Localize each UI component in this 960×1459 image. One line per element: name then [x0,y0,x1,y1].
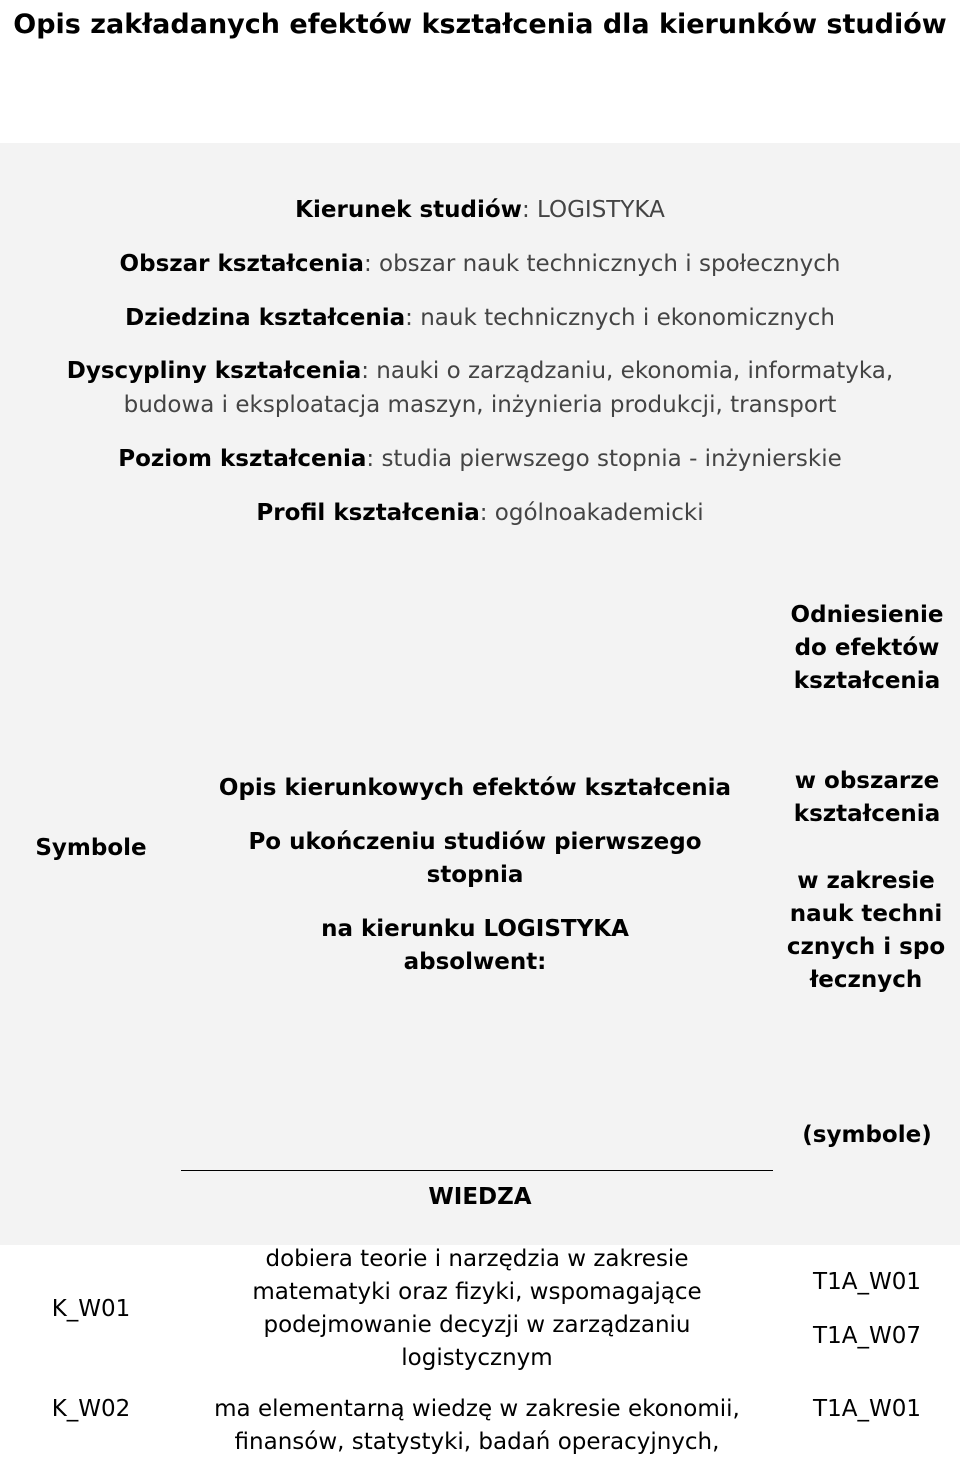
document-title: Opis zakładanych efektów kształcenia dla kierunków studiów [13,9,947,40]
header-desc-title: Opis kierunkowych efektów kształcenia [218,775,732,801]
header-ref-scope: w zakresie nauk technicznych i społecznych [786,868,946,993]
info-dziedzina: Dziedzina kształcenia: nauk technicznych i ekonomicznych [125,305,835,331]
info-dyscypliny-cont: budowa i eksploatacja maszyn, inżynieria produkcji, transport [123,392,837,418]
info-dyscypliny: Dyscypliny kształcenia: nauki o zarządzaniu, ekonomia, informatyka, [66,358,894,384]
header-symbols: Symbole [35,835,147,861]
info-poziom: Poziom kształcenia: studia pierwszego stopnia - inżynierskie [118,446,842,472]
header-ref-title: Odniesienie do efektów kształcenia [790,602,944,694]
info-kierunek: Kierunek studiów: LOGISTYKA [295,197,665,223]
info-obszar: Obszar kształcenia: obszar nauk technicznych i społecznych [119,251,841,277]
section-wiedza: WIEDZA [428,1184,532,1210]
header-ref-symbols: (symbole) [802,1122,932,1148]
table-row-ref: T1A_W07 [813,1323,921,1349]
table-row-ref: T1A_W01 [813,1269,921,1295]
table-row-symbol: K_W02 [51,1396,131,1422]
info-profil: Profil kształcenia: ogólnoakademicki [256,500,704,526]
table-row-description: ma elementarną wiedzę w zakresie ekonomii, finansów, statystyki, badań operacyjnych, [214,1396,740,1455]
table-row-ref: T1A_W01 [813,1396,921,1422]
header-desc-line3: na kierunku LOGISTYKA absolwent: [321,916,629,975]
table-row-symbol: K_W01 [51,1296,131,1322]
table-row-description: dobiera teorie i narzędzia w zakresie matematyki oraz fizyki, wspomagające podejmowanie decyzji w zarządzaniu logistycznym [252,1246,702,1371]
header-ref-area: w obszarze kształcenia [793,768,941,827]
section-divider [181,1170,773,1171]
header-desc-line2: Po ukończeniu studiów pierwszego stopnia [248,829,702,888]
